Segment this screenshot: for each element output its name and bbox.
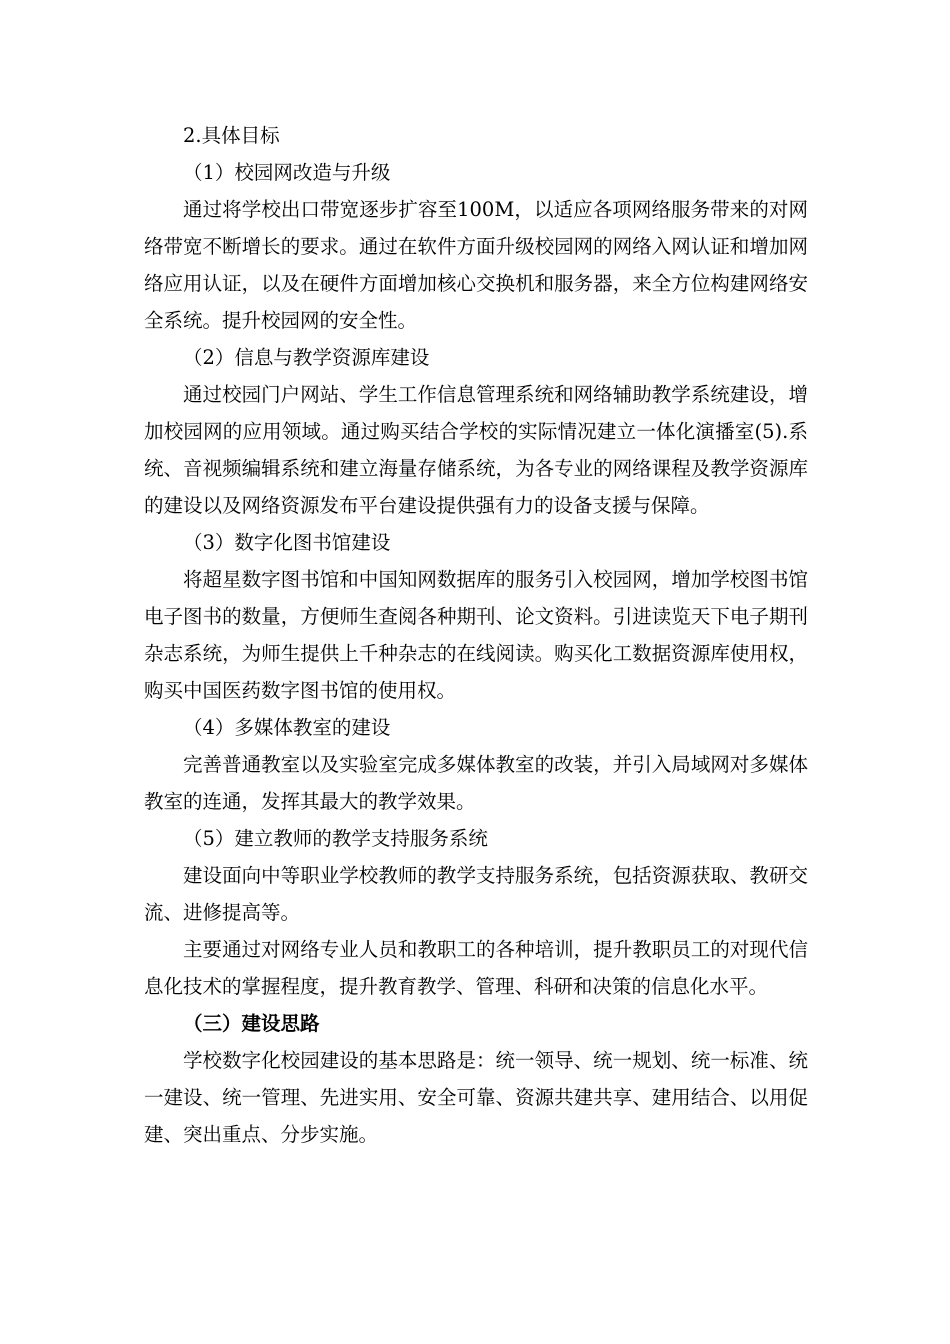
item4-paragraph: 完善普通教室以及实验室完成多媒体教室的改装，并引入局域网对多媒体教室的连通，发挥其最大的教学效果。: [144, 753, 808, 813]
item3-title: （3）数字化图书馆建设: [183, 531, 391, 554]
item2-paragraph: 通过校园门户网站、学生工作信息管理系统和网络辅助教学系统建设，增加校园网的应用领域。通过购买结合学校的实际情况建立一体化演播室(5).系统、音视频编辑系统和建立海量存储系统，为各专业的网络课程及教学资源库的建设以及网络资源发布平台建设提供强有力的设备支援与保障。: [144, 383, 808, 517]
goals-heading: 2.具体目标: [183, 124, 280, 147]
ideas-paragraph: 学校数字化校园建设的基本思路是：统一领导、统一规划、统一标准、统一建设、统一管理、先进实用、安全可靠、资源共建共享、建用结合、以用促建、突出重点、分步实施。: [144, 1049, 808, 1146]
item2-title: （2）信息与教学资源库建设: [183, 346, 430, 369]
document-body: [144, 117, 808, 1153]
item3-paragraph: 将超星数字图书馆和中国知网数据库的服务引入校园网，增加学校图书馆电子图书的数量，方便师生查阅各种期刊、论文资料。引进读览天下电子期刊杂志系统，为师生提供上千种杂志的在线阅读。购买化工数据资源库使用权，购买中国医药数字图书馆的使用权。: [144, 568, 808, 702]
item5-title: （5）建立教师的教学支持服务系统: [183, 827, 488, 850]
item1-title: （1）校园网改造与升级: [183, 161, 391, 184]
item5-paragraph: 建设面向中等职业学校教师的教学支持服务系统，包括资源获取、教研交流、进修提高等。: [144, 864, 808, 924]
item1-paragraph: 通过将学校出口带宽逐步扩容至100M，以适应各项网络服务带来的对网络带宽不断增长的要求。通过在软件方面升级校园网的网络入网认证和增加网络应用认证，以及在硬件方面增加核心交换机和服务器，来全方位构建网络安全系统。提升校园网的安全性。: [144, 198, 808, 332]
item4-title: （4）多媒体教室的建设: [183, 716, 391, 739]
training-paragraph: 主要通过对网络专业人员和教职工的各种培训，提升教职员工的对现代信息化技术的掌握程度，提升教育教学、管理、科研和决策的信息化水平。: [144, 938, 808, 998]
section-heading: （三）建设思路: [183, 1012, 320, 1035]
